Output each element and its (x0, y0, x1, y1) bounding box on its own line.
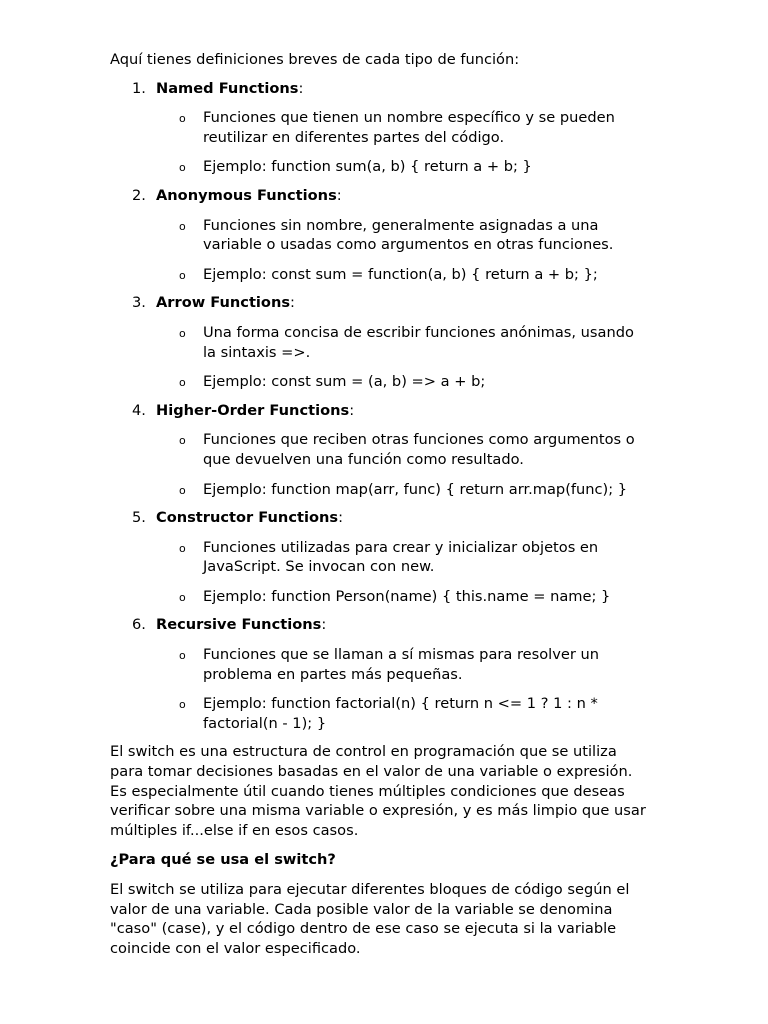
detail-item (156, 372, 650, 392)
function-type-item (110, 401, 650, 499)
function-type-name: Named Functions (156, 79, 299, 97)
detail-item (156, 587, 650, 607)
detail-item (156, 323, 650, 362)
bullet-icon: o (179, 649, 186, 663)
name-colon: : (290, 294, 295, 312)
detail-text: Ejemplo: function sum(a, b) { return a + b; } (203, 158, 532, 176)
detail-item (156, 108, 650, 147)
detail-item (156, 645, 650, 684)
switch-intro-paragraph: El switch es una estructura de control en programación que se utiliza para tomar decisiones basadas en el valor de una variable o expresión. Es especialmente útil cuando tienes múltiples condiciones que deseas verificar sobre una misma variable o expresión, y es más limpio que usar múltiples if...else if en esos casos. (110, 743, 646, 839)
name-colon: : (349, 401, 355, 419)
function-type-name: Arrow Functions (156, 294, 291, 312)
detail-text: Una forma concisa de escribir funciones anónimas, usando la sintaxis =>. (203, 323, 634, 361)
detail-text: Ejemplo: function factorial(n) { return n <= 1 ? 1 : n * factorial(n - 1); } (203, 695, 598, 732)
bullet-icon: o (179, 434, 186, 448)
detail-text: Ejemplo: function Person(name) { this.name = name; } (203, 587, 611, 605)
bullet-icon: o (179, 268, 186, 282)
list-number: 5. (132, 509, 146, 527)
function-type-name: Anonymous Functions (156, 186, 337, 204)
name-colon: : (338, 509, 343, 527)
detail-item (156, 694, 650, 733)
detail-text: Funciones que reciben otras funciones como argumentos o que devuelven una función como resultado. (203, 431, 635, 468)
bullet-icon: o (179, 376, 186, 390)
detail-list (156, 538, 650, 607)
bullet-icon: o (179, 219, 186, 233)
detail-list (156, 430, 650, 499)
bullet-icon: o (179, 161, 186, 175)
detail-list (156, 645, 650, 733)
switch-section-heading: ¿Para qué se usa el switch? (110, 851, 336, 869)
bullet-icon: o (179, 112, 186, 126)
bullet-icon: o (179, 326, 186, 340)
function-type-item (110, 79, 650, 177)
function-type-name: Constructor Functions (156, 509, 339, 527)
detail-item (156, 157, 650, 177)
list-number: 1. (132, 79, 146, 97)
detail-list (156, 323, 650, 392)
bullet-icon: o (179, 590, 186, 604)
bullet-icon: o (179, 483, 186, 497)
document-content (110, 50, 650, 968)
function-type-item (110, 293, 650, 391)
detail-text: Funciones que se llaman a sí mismas para resolver un problema en partes más pequeñas. (203, 646, 599, 683)
name-colon: : (336, 186, 342, 204)
function-type-item (110, 508, 650, 606)
intro-text: Aquí tienes definiciones breves de cada tipo de función: (110, 51, 520, 68)
detail-text: Ejemplo: const sum = (a, b) => a + b; (203, 373, 486, 391)
function-type-item (110, 186, 650, 284)
detail-item (156, 216, 650, 255)
detail-item (156, 538, 650, 577)
name-colon: : (298, 79, 304, 97)
list-number: 4. (132, 401, 146, 419)
detail-item (156, 430, 650, 469)
function-type-name: Higher-Order Functions (156, 401, 350, 419)
function-type-name: Recursive Functions (156, 616, 322, 634)
detail-item (156, 480, 650, 500)
list-number: 6. (132, 616, 146, 634)
detail-list (156, 108, 650, 177)
function-types-list (110, 79, 650, 734)
name-colon: : (321, 616, 327, 634)
detail-item (156, 265, 650, 285)
detail-text: Funciones utilizadas para crear y inicializar objetos en JavaScript. Se invocan con new. (203, 538, 599, 576)
list-number: 3. (132, 294, 146, 312)
function-type-item (110, 615, 650, 733)
detail-text: Ejemplo: const sum = function(a, b) { return a + b; }; (203, 265, 598, 283)
detail-list (156, 216, 650, 285)
detail-text: Ejemplo: function map(arr, func) { return arr.map(func); } (203, 480, 628, 498)
bullet-icon: o (179, 698, 186, 712)
switch-usage-paragraph: El switch se utiliza para ejecutar diferentes bloques de código según el valor de una variable. Cada posible valor de la variable se denomina "caso" (case), y el código dentro de ese caso se ejecuta si la variable coincide con el valor especificado. (110, 881, 630, 957)
bullet-icon: o (179, 541, 186, 555)
detail-text: Funciones sin nombre, generalmente asignadas a una variable o usadas como argumentos en otras funciones. (203, 216, 614, 254)
detail-text: Funciones que tienen un nombre específico y se pueden reutilizar en diferentes partes del código. (203, 109, 615, 146)
list-number: 2. (132, 186, 146, 204)
